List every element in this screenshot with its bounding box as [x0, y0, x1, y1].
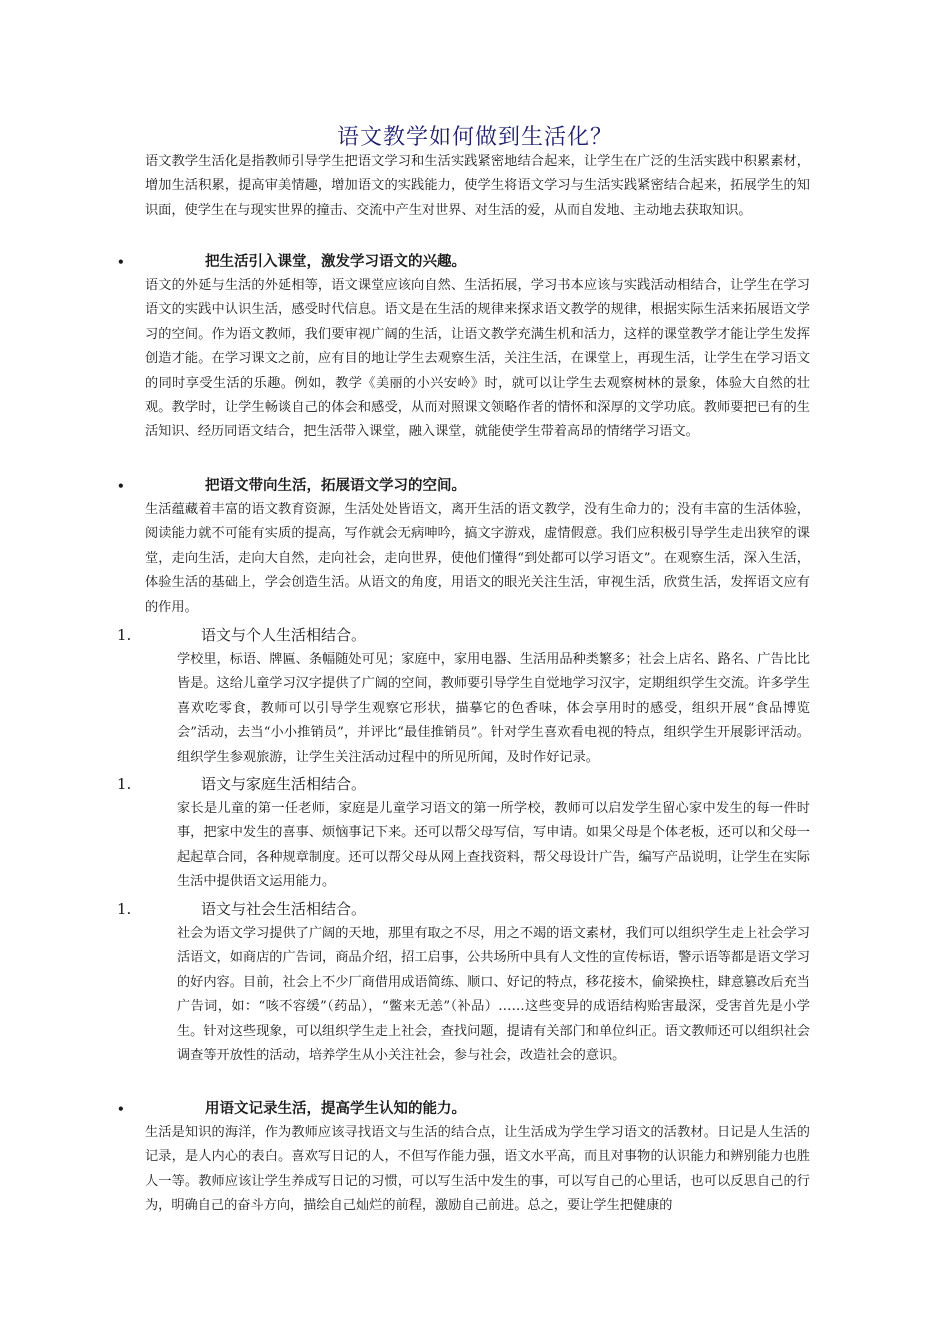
document-title: 语文教学如何做到生活化？ [336, 125, 613, 150]
section-heading-text: 把生活引入课堂，激发学习语文的兴趣。 [205, 254, 466, 270]
section-body-3: 生活是知识的海洋，作为教师应该寻找语文与生活的结合点，让生活成为学生学习语文的活教材。日记是人生活的记录，是人内心的表白。喜欢写日记的人，不但写作能力强，语文水平高，而且对事物的认识能力和辨别能力也胜人一等。教师应该让学生养成写日记的习惯，可以写生活中发生的事，可以写自己的心里话，也可以反思自己的行为，明确自己的奋斗方向，描绘自己灿烂的前程，激励自己前进。总之，要让学生把健康的 [145, 1125, 810, 1214]
subsection-heading-text: 语文与社会生活相结合。 [201, 900, 367, 918]
subsection-body-2: 家长是儿童的第一任老师，家庭是儿童学习语文的第一所学校，教师可以启发学生留心家中发生的每一件时事，把家中发生的喜事、烦恼事记下来。还可以帮父母写信，写申请。如果父母是个体老板，还可以和父母一起起草合同，各种规章制度。还可以帮父母从网上查找资料，帮父母设计广告，编写产品说明，让学生在实际生活中提供语文运用能力。 [177, 801, 810, 890]
bullet-marker: • [117, 479, 125, 493]
list-number: 1. [117, 626, 132, 644]
section-body-2: 生活蕴藏着丰富的语文教育资源，生活处处皆语文，离开生活的语文教学，没有生命力的；没有丰富的生活体验，阅读能力就不可能有实质的提高，写作就会无病呻吟，搞文字游戏，虚情假意。我们应积极引导学生走出狭窄的课堂，走向生活，走向大自然，走向社会，走向世界，使他们懂得“到处都可以学习语文”。在观察生活，深入生活，体验生活的基础上，学会创造生活。从语文的角度，用语文的眼光关注生活，审视生活，欣赏生活，发挥语文应有的作用。 [145, 502, 810, 615]
section-heading-text: 用语文记录生活，提高学生认知的能力。 [205, 1101, 466, 1117]
list-number: 1. [117, 900, 132, 918]
bullet-marker: • [117, 1102, 125, 1116]
section-heading-text: 把语文带向生活，拓展语文学习的空间。 [205, 478, 466, 494]
bullet-marker: • [117, 255, 125, 269]
intro-paragraph: 语文教学生活化是指教师引导学生把语文学习和生活实践紧密地结合起来，让学生在广泛的生活实践中积累素材，增加生活积累，提高审美情趣，增加语文的实践能力，使学生将语文学习与生活实践紧密结合起来，拓展学生的知识面，使学生在与现实世界的撞击、交流中产生对世界、对生活的爱，从而自发地、主动地去获取知识。 [145, 154, 810, 218]
subsection-body-3: 社会为语文学习提供了广阔的天地，那里有取之不尽，用之不竭的语文素材，我们可以组织学生走上社会学习活语文，如商店的广告词，商品介绍，招工启事，公共场所中具有人文性的宣传标语，警示语等都是语文学习的好内容。目前，社会上不少厂商借用成语简练、顺口、好记的特点，移花接木，偷梁换柱，肆意篡改后充当广告词，如：“咳不容缓”（药品），“鳖来无恙”（补品）……这些变异的成语结构贻害最深，受害首先是小学生。针对这些现象，可以组织学生走上社会，查找问题，提请有关部门和单位纠正。语文教师还可以组织社会调查等开放性的活动，培养学生从小关注社会，参与社会，改造社会的意识。 [177, 926, 810, 1064]
section-body-1: 语文的外延与生活的外延相等，语文课堂应该向自然、生活拓展，学习书本应该与实践活动相结合，让学生在学习语文的实践中认识生活，感受时代信息。语文是在生活的规律来探求语文教学的规律，根据实际生活来拓展语文学习的空间。作为语文教师，我们要审视广阔的生活，让语文教学充满生机和活力，这样的课堂教学才能让学生发挥创造才能。在学习课文之前，应有目的地让学生去观察生活，关注生活，在课堂上，再现生活，让学生在学习语文的同时享受生活的乐趣。例如，教学《美丽的小兴安岭》时，就可以让学生去观察树林的景象，体验大自然的壮观。教学时，让学生畅谈自己的体会和感受，从而对照课文领略作者的情怀和深厚的文学功底。教师要把已有的生活知识、经历同语文结合，把生活带入课堂，融入课堂，就能使学生带着高昂的情绪学习语文。 [145, 278, 810, 440]
subsection-heading-text: 语文与家庭生活相结合。 [201, 775, 367, 793]
subsection-body-1: 学校里，标语、牌匾、条幅随处可见；家庭中，家用电器、生活用品种类繁多；社会上店名、路名、广告比比皆是。这给儿童学习汉字提供了广阔的空间，教师要引导学生自觉地学习汉字，定期组织学生交流。许多学生喜欢吃零食，教师可以引导学生观察它形状，描摹它的色香味，体会享用时的感受，组织开展“食品博览会”活动，去当“小小推销员”，并评比“最佳推销员”。针对学生喜欢看电视的特点，组织学生开展影评活动。组织学生参观旅游，让学生关注活动过程中的所见所闻，及时作好记录。 [177, 652, 810, 765]
subsection-heading-text: 语文与个人生活相结合。 [201, 626, 367, 644]
list-number: 1. [117, 775, 132, 793]
